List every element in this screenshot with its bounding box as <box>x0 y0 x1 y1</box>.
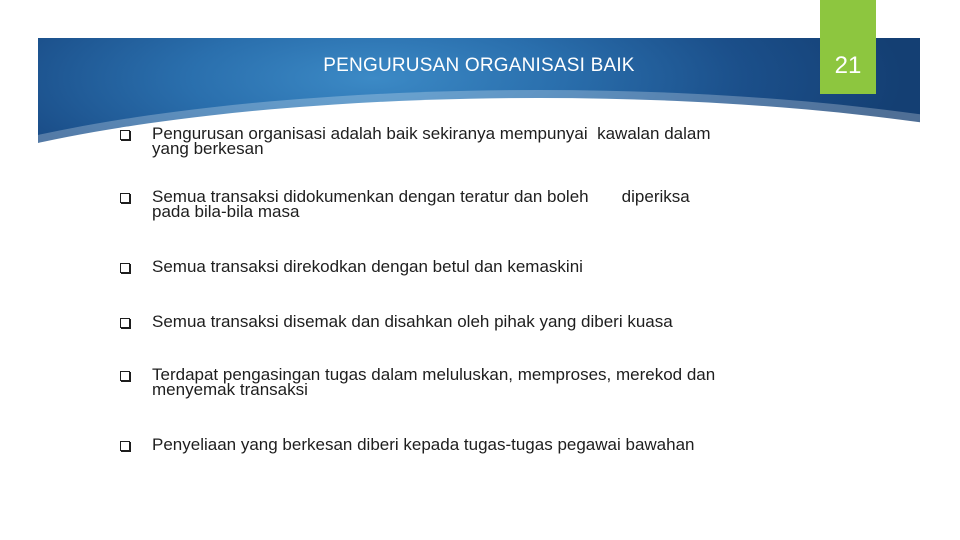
bullet-item <box>120 314 820 329</box>
bullet-text: Semua transaksi direkodkan dengan betul dan kemaskini <box>152 257 583 276</box>
slide-title: PENGURUSAN ORGANISASI BAIK <box>323 55 635 76</box>
square-bullet-icon <box>120 441 130 451</box>
bullet-item <box>120 437 820 452</box>
bullet-item <box>120 367 820 397</box>
bullet-item <box>120 189 820 219</box>
square-bullet-icon <box>120 130 130 140</box>
square-bullet-icon <box>120 371 130 381</box>
bullet-text: Penyeliaan yang berkesan diberi kepada tugas-tugas pegawai bawahan <box>152 435 695 454</box>
square-bullet-icon <box>120 318 130 328</box>
bullet-item <box>120 259 820 274</box>
page-number: 21 <box>834 52 862 79</box>
bullet-text: Semua transaksi disemak dan disahkan oleh pihak yang diberi kuasa <box>152 312 673 331</box>
bullet-text: Semua transaksi didokumenkan dengan teratur dan boleh diperiksa pada bila-bila masa <box>152 187 690 221</box>
square-bullet-icon <box>120 263 130 273</box>
bullet-item <box>120 126 820 156</box>
bullet-text: Pengurusan organisasi adalah baik sekiranya mempunyai kawalan dalam yang berkesan <box>152 124 711 158</box>
square-bullet-icon <box>120 193 130 203</box>
bullet-text: Terdapat pengasingan tugas dalam meluluskan, memproses, merekod dan menyemak transaksi <box>152 365 716 399</box>
